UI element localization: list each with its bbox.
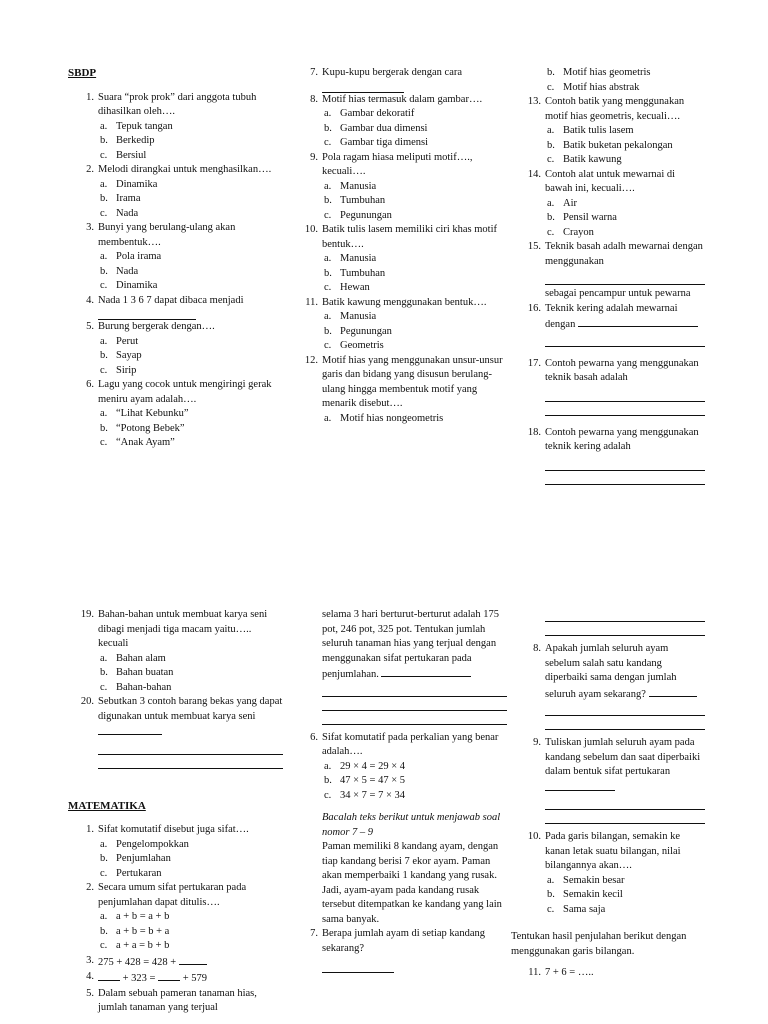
math-question-11: 11. 7 + 6 = …..: [528, 967, 594, 978]
answer-option[interactable]: [515, 888, 705, 903]
math-question-10: [515, 830, 705, 917]
answer-option[interactable]: [68, 939, 283, 954]
question-text: Sebutkan 3 contoh barang bekas yang dapat digunakan untuk membuat karya seni: [98, 696, 283, 722]
answer-line[interactable]: [545, 471, 705, 485]
answer-blank[interactable]: [381, 666, 471, 677]
answer-line[interactable]: [322, 711, 507, 725]
question-number: 10.: [527, 831, 541, 842]
option-text: Gambar dua dimensi: [340, 122, 428, 134]
answer-option[interactable]: [292, 194, 507, 209]
question-text: Tuliskan jumlah seluruh ayam pada kandang sebelum dan saat diperbaiki dalam bentuk sifat pertukaran: [545, 737, 701, 777]
option-text: “Potong Bebek”: [116, 422, 185, 434]
option-text: Batik kawung: [563, 154, 622, 165]
question-item: [68, 294, 283, 321]
question-item: [292, 731, 507, 804]
question-text: Secara umum sifat pertukaran pada penjumlahan dapat ditulis….: [98, 882, 247, 908]
answer-option[interactable]: [68, 250, 283, 265]
question-text: Nada 1 3 6 7 dapat dibaca menjadi: [98, 294, 244, 306]
question-number: 1.: [86, 824, 94, 835]
math-question-9: 9. Tuliskan jumlah seluruh ayam pada kandang sebelum dan saat diperbaiki dalam bentuk sifat pertukaran: [515, 736, 705, 796]
question-number: 12.: [304, 354, 318, 366]
answer-option[interactable]: [292, 252, 507, 267]
question-text: Contoh pewarna yang menggunakan teknik basah adalah: [545, 357, 699, 383]
answer-option[interactable]: [68, 422, 283, 437]
answer-line[interactable]: [545, 271, 705, 285]
answer-option[interactable]: [68, 120, 283, 135]
option-letter: a.: [100, 120, 108, 132]
option-letter: b.: [100, 350, 108, 361]
option-letter: a.: [547, 125, 555, 136]
question-item: [292, 151, 507, 224]
option-text: Sayap: [116, 350, 142, 361]
math-question-8: 8. Apakah jumlah seluruh ayam sebelum salah satu kandang diperbaiki sama dengan jumlah seluruh ayam sekarang?: [515, 642, 705, 702]
question-text: 275 + 428 = 428 +: [98, 956, 177, 968]
question-item: [292, 223, 507, 296]
answer-blank[interactable]: [98, 724, 162, 735]
option-text: a + a = b + b: [116, 940, 170, 951]
answer-option[interactable]: [68, 838, 283, 853]
answer-line[interactable]: [98, 308, 196, 320]
option-text: Pertukaran: [116, 867, 162, 879]
question-number: 2.: [86, 164, 94, 175]
option-text: Pola irama: [116, 251, 162, 262]
question-text: Burung bergerak dengan….: [98, 321, 215, 332]
question-number: 19.: [80, 609, 94, 620]
question-text: selama 3 hari berturut-berturut adalah 175 pot, 246 pot, 325 pot. Tentukan jumlah seluruh tanaman hias yang terjual dengan menggunakan sifat pertukaran pada penjumlahan.: [322, 609, 499, 680]
question-text: Kupu-kupu bergerak dengan cara: [322, 67, 463, 78]
answer-line[interactable]: [545, 388, 705, 402]
question-text: Motif hias termasuk dalam gambar….: [322, 93, 483, 105]
answer-option[interactable]: [68, 364, 283, 379]
question-text: Contoh batik yang menggunakan motif hias geometris, kecuali….: [545, 96, 685, 122]
question-item: [68, 608, 283, 695]
option-text: a + b = a + b: [116, 911, 170, 922]
option-letter: b.: [547, 139, 555, 151]
answer-line[interactable]: [545, 402, 705, 416]
option-text: Geometris: [340, 340, 384, 351]
answer-option[interactable]: [68, 279, 283, 294]
option-letter: c.: [324, 789, 332, 801]
option-letter: b.: [324, 195, 332, 206]
answer-option[interactable]: [515, 139, 705, 154]
question-item: [68, 163, 283, 221]
answer-option[interactable]: [68, 335, 283, 350]
answer-option[interactable]: [292, 267, 507, 282]
option-text: “Lihat Kebunku”: [116, 408, 189, 419]
option-letter: c.: [547, 154, 555, 165]
answer-option[interactable]: [68, 265, 283, 280]
option-text: Semakin kecil: [563, 889, 623, 900]
question-text: Melodi dirangkai untuk menghasilkan….: [98, 164, 272, 175]
option-text: Nada: [116, 265, 139, 277]
answer-option[interactable]: [68, 149, 283, 164]
option-text: Sama saja: [563, 903, 606, 915]
option-text: 47 × 5 = 47 × 5: [340, 775, 406, 786]
option-text: Bersiul: [116, 149, 147, 161]
option-text: Manusia: [340, 253, 377, 264]
answer-option[interactable]: [515, 153, 705, 168]
answer-blank[interactable]: [649, 686, 697, 697]
question-text: Lagu yang cocok untuk mengiringi gerak meniru ayam adalah….: [98, 379, 272, 405]
option-letter: b.: [547, 889, 555, 900]
question-text: Teknik basah adalh mewarnai dengan menggunakan: [545, 241, 703, 267]
answer-option[interactable]: [515, 124, 705, 139]
option-text: Tepuk tangan: [116, 120, 173, 132]
line-addition-instruction: Tentukan hasil penjulahan berikut dengan menggunakan garis bilangan.: [511, 931, 687, 957]
option-letter: a.: [547, 197, 555, 209]
option-text: Motif hias geometris: [563, 67, 651, 78]
answer-option[interactable]: [292, 310, 507, 325]
option-letter: b.: [100, 667, 108, 678]
answer-option[interactable]: [68, 910, 283, 925]
question-number: 1.: [86, 91, 94, 103]
option-letter: c.: [100, 280, 108, 291]
math-question-7: 7. Berapa jumlah ayam di setiap kandang sekarang?: [310, 928, 485, 954]
math-question-1: [68, 823, 283, 881]
option-text: Batik tulis lasem: [563, 125, 634, 136]
option-letter: c.: [324, 340, 332, 351]
option-text: Motif hias nongeometris: [340, 412, 444, 424]
answer-option[interactable]: [292, 789, 507, 804]
option-letter: b.: [100, 853, 108, 864]
option-letter: a.: [100, 652, 108, 664]
option-text: Manusia: [340, 311, 377, 322]
answer-line[interactable]: [545, 333, 705, 347]
option-text: Motif hias abstrak: [563, 81, 640, 93]
option-text: “Anak Ayam”: [116, 437, 175, 448]
answer-option[interactable]: [515, 81, 705, 96]
question-16: 16. Teknik kering adalah mewarnai dengan: [515, 302, 705, 333]
answer-option[interactable]: [68, 681, 283, 696]
question-text: Batik tulis lasem memiliki ciri khas motif bentuk….: [322, 224, 497, 250]
option-text: Gambar dekoratif: [340, 108, 415, 119]
question-item: [515, 168, 705, 241]
question-text: Bunyi yang berulang-ulang akan membentuk….: [98, 222, 236, 248]
answer-line[interactable]: [545, 796, 705, 810]
question-number: 3.: [86, 222, 94, 233]
question-item: [68, 881, 283, 954]
question-text: Contoh alat untuk mewarnai di bawah ini, kecuali….: [545, 168, 676, 194]
answer-option[interactable]: [515, 226, 705, 241]
question-text: Motif hias yang menggunakan unsur-unsur garis dan bidang yang disusun berulang-ulang hingga membentuk motif yang menarik disebut….: [322, 354, 503, 409]
sbdp-questions-7-12: [292, 66, 507, 426]
answer-line[interactable]: [322, 962, 394, 973]
answer-option[interactable]: [515, 903, 705, 918]
math-question-6: [292, 731, 507, 804]
question-number: 14.: [527, 168, 541, 180]
question-text: Berapa jumlah ayam di setiap kandang sekarang?: [322, 928, 485, 954]
answer-option[interactable]: [68, 207, 283, 222]
answer-line[interactable]: [98, 755, 283, 769]
question-number: 11.: [305, 296, 318, 308]
answer-option[interactable]: [292, 760, 507, 775]
option-letter: c.: [324, 137, 332, 148]
question-item: [68, 91, 283, 164]
option-letter: a.: [324, 412, 332, 424]
column-3-bottom: [515, 608, 705, 917]
question-number: 6.: [86, 379, 94, 390]
option-letter: b.: [100, 135, 108, 146]
option-text: Hewan: [340, 282, 370, 293]
option-letter: c.: [100, 207, 108, 219]
question-item: [292, 354, 507, 427]
option-letter: a.: [100, 408, 108, 419]
answer-blank[interactable]: [158, 970, 180, 981]
option-letter: b.: [547, 212, 555, 223]
answer-option[interactable]: [68, 666, 283, 681]
answer-line[interactable]: [322, 81, 404, 93]
question-text: 7 + 6 = …..: [545, 967, 594, 978]
answer-option[interactable]: [68, 178, 283, 193]
sbdp-questions-13-14: [515, 95, 705, 240]
option-letter: a.: [100, 251, 108, 262]
question-15-tail: [515, 287, 705, 302]
question-text: Bahan-bahan untuk membuat karya seni dibagi menjadi tiga macam yaitu….. kecuali: [98, 609, 268, 649]
question-number: 10.: [304, 224, 318, 235]
option-text: Berkedip: [116, 135, 155, 146]
option-letter: a.: [324, 311, 332, 322]
option-letter: a.: [100, 911, 108, 922]
question-text: Contoh pewarna yang menggunakan teknik kering adalah: [545, 426, 699, 452]
question-text: Suara “prok prok” dari anggota tubuh dihasilkan oleh….: [98, 91, 257, 117]
option-letter: b.: [100, 422, 108, 434]
answer-option[interactable]: [292, 122, 507, 137]
option-text: Perut: [116, 335, 139, 347]
answer-option[interactable]: [292, 180, 507, 195]
answer-option[interactable]: [68, 652, 283, 667]
answer-option[interactable]: [68, 349, 283, 364]
question-text: Sifat komutatif pada perkalian yang benar adalah….: [322, 731, 499, 757]
option-letter: a.: [324, 108, 332, 119]
question-item: [68, 221, 283, 294]
math-question-3: 3. 275 + 428 = 428 +: [68, 954, 283, 971]
answer-line[interactable]: [545, 622, 705, 636]
question-item: [68, 823, 283, 881]
option-letter: a.: [100, 838, 108, 850]
question-text: Batik kawung menggunakan bentuk….: [322, 296, 487, 308]
option-text: Crayon: [563, 226, 594, 238]
answer-option[interactable]: [292, 339, 507, 354]
reading-text: Paman memiliki 8 kandang ayam, dengan tiap kandang berisi 7 ekor ayam. Paman akan memperbaiki 1 kandang yang rusak. Jadi, ayam-ayam pada kandang rusak tersebut ditempatkan ke kandang yang lain sama banyak.: [322, 841, 502, 925]
option-letter: c.: [100, 867, 108, 879]
option-text: 29 × 4 = 29 × 4: [340, 760, 406, 772]
question-17: 17. Contoh pewarna yang menggunakan teknik basah adalah: [527, 357, 699, 383]
option-letter: b.: [547, 67, 555, 78]
option-letter: b.: [100, 193, 108, 204]
answer-line[interactable]: [322, 683, 507, 697]
sbdp-column-1: [68, 66, 283, 451]
option-letter: b.: [324, 267, 332, 279]
q12-continued-options: [515, 66, 705, 95]
question-text: sebagai pencampur untuk pewarna: [545, 288, 691, 299]
answer-option[interactable]: [292, 136, 507, 151]
option-text: Manusia: [340, 180, 377, 192]
option-text: Nada: [116, 207, 139, 219]
answer-line[interactable]: [322, 697, 507, 711]
option-text: Pegunungan: [340, 209, 392, 221]
question-19: [68, 608, 283, 695]
option-text: Dinamika: [116, 280, 158, 291]
answer-option[interactable]: [68, 925, 283, 940]
option-letter: b.: [100, 265, 108, 277]
option-text: Gambar tiga dimensi: [340, 137, 429, 148]
answer-option[interactable]: [515, 66, 705, 81]
answer-option[interactable]: [292, 209, 507, 224]
option-letter: c.: [324, 209, 332, 221]
math-question-4: 4. + 323 = + 579: [86, 971, 208, 984]
question-item: [515, 95, 705, 168]
question-text: dengan: [545, 319, 576, 330]
question-number: 5.: [86, 321, 94, 332]
option-text: Sirip: [116, 364, 137, 376]
answer-option[interactable]: [68, 407, 283, 422]
option-letter: a.: [100, 178, 108, 190]
option-text: Semakin besar: [563, 874, 625, 886]
question-text: Apakah jumlah seluruh ayam sebelum salah satu kandang diperbaiki sama dengan jumlah seluruh ayam sekarang?: [545, 643, 677, 700]
question-number: 7.: [310, 67, 318, 78]
answer-line[interactable]: [545, 457, 705, 471]
math-question-5-continued: [292, 608, 507, 683]
option-letter: c.: [100, 940, 108, 951]
option-text: Pegunungan: [340, 325, 392, 337]
option-text: 34 × 7 = 7 × 34: [340, 789, 406, 801]
answer-option[interactable]: [68, 134, 283, 149]
option-text: Batik buketan pekalongan: [563, 139, 673, 151]
option-text: Irama: [116, 193, 141, 204]
option-letter: c.: [547, 81, 555, 93]
option-letter: a.: [324, 760, 332, 772]
question-item: [68, 378, 283, 451]
option-text: Tumbuhan: [340, 195, 386, 206]
option-text: Bahan alam: [116, 652, 166, 664]
answer-blank[interactable]: [98, 970, 120, 981]
answer-line[interactable]: [545, 702, 705, 716]
matematika-heading: MATEMATIKA: [68, 799, 146, 812]
option-letter: b.: [100, 925, 108, 937]
question-text: Sifat komutatif disebut juga sifat….: [98, 824, 249, 835]
answer-option[interactable]: [292, 107, 507, 122]
answer-option[interactable]: [515, 197, 705, 212]
option-text: Tumbuhan: [340, 267, 386, 279]
answer-blank[interactable]: [179, 954, 207, 965]
question-15: 15. Teknik basah adalh mewarnai dengan menggunakan: [527, 241, 703, 267]
sbdp-heading: SBDP: [68, 67, 97, 79]
answer-line[interactable]: [545, 608, 705, 622]
option-letter: c.: [100, 681, 108, 693]
option-letter: c.: [547, 903, 555, 915]
answer-option[interactable]: [68, 867, 283, 882]
column-1-bottom: [68, 608, 283, 1016]
question-20: 20. Sebutkan 3 contoh barang bekas yang dapat digunakan untuk membuat karya seni: [68, 695, 283, 741]
option-letter: a.: [324, 180, 332, 192]
answer-option[interactable]: [292, 774, 507, 789]
option-text: a + b = b + a: [116, 925, 170, 937]
question-number: 8.: [310, 93, 318, 105]
sbdp-column-3: [515, 66, 705, 485]
question-number: 6.: [310, 731, 318, 743]
answer-line[interactable]: [545, 716, 705, 730]
option-text: Dinamika: [116, 178, 158, 190]
question-text: Dalam sebuah pameran tanaman hias, jumlah tanaman yang terjual: [98, 987, 257, 1013]
question-number: 4.: [86, 294, 94, 306]
sbdp-questions-1-6: [68, 91, 283, 451]
option-letter: a.: [547, 874, 555, 886]
option-letter: a.: [100, 335, 108, 347]
question-number: 2.: [86, 882, 94, 893]
question-item: [515, 830, 705, 917]
option-text: Air: [563, 197, 577, 209]
option-letter: c.: [100, 149, 108, 161]
reading-instruction: Bacalah teks berikut untuk menjawab soal nomor 7 – 9: [322, 812, 501, 838]
answer-option[interactable]: [68, 852, 283, 867]
option-text: Bahan buatan: [116, 667, 174, 678]
question-item: [292, 93, 507, 151]
question-18: 18. Contoh pewarna yang menggunakan teknik kering adalah: [527, 426, 699, 452]
option-letter: c.: [100, 364, 108, 376]
answer-option[interactable]: [515, 874, 705, 889]
option-letter: c.: [324, 282, 332, 293]
option-letter: a.: [324, 253, 332, 264]
answer-option[interactable]: [292, 325, 507, 340]
math-question-2: [68, 881, 283, 954]
answer-line[interactable]: [98, 741, 283, 755]
question-number: 9.: [310, 151, 318, 163]
answer-blank[interactable]: [578, 316, 698, 327]
option-text: Bahan-bahan: [116, 681, 172, 693]
option-text: Pensil warna: [563, 212, 617, 223]
sbdp-column-2: [292, 66, 507, 426]
option-text: Penjumlahan: [116, 853, 171, 864]
answer-option[interactable]: [292, 412, 507, 427]
option-text: Pengelompokkan: [116, 838, 189, 850]
question-item: [292, 296, 507, 354]
answer-option[interactable]: [292, 281, 507, 296]
option-letter: b.: [324, 775, 332, 786]
column-2-bottom: [292, 608, 507, 973]
question-text: Pola ragam hiasa meliputi motif…., kecuali….: [322, 151, 473, 177]
question-number: 13.: [527, 96, 541, 107]
question-text: Teknik kering adalah mewarnai: [545, 302, 678, 314]
answer-option[interactable]: [68, 436, 283, 451]
question-text: Pada garis bilangan, semakin ke kanan letak suatu bilangan, nilai bilangannya akan….: [545, 831, 681, 871]
option-letter: c.: [100, 437, 108, 448]
answer-blank[interactable]: [545, 780, 615, 791]
option-letter: b.: [324, 325, 332, 337]
option-letter: c.: [547, 226, 555, 238]
math-question-5: 5. Dalam sebuah pameran tanaman hias, jumlah tanaman yang terjual: [86, 987, 257, 1013]
option-letter: b.: [324, 122, 332, 134]
question-item: [68, 320, 283, 378]
answer-option[interactable]: [515, 211, 705, 226]
question-text: + 323 =: [122, 973, 156, 984]
answer-option[interactable]: [68, 192, 283, 207]
question-text: + 579: [182, 973, 208, 984]
answer-line[interactable]: [545, 810, 705, 824]
question-item: [292, 66, 507, 93]
